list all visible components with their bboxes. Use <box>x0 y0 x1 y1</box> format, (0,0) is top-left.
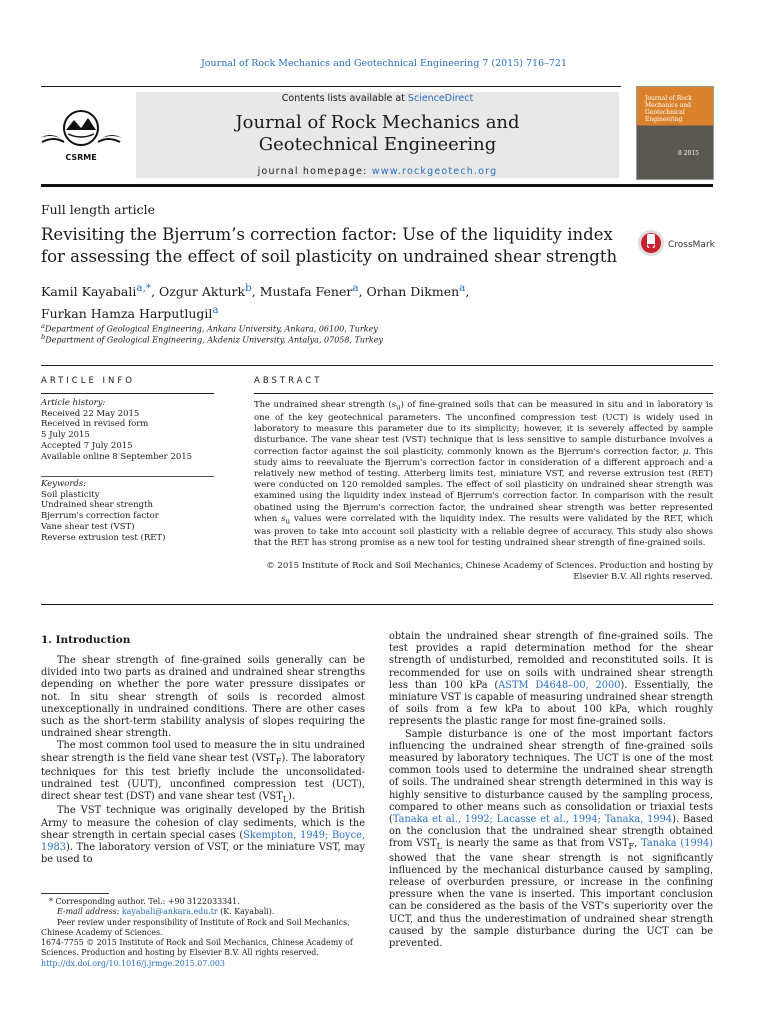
author[interactable]: Furkan Hamza Harputlugil$^a$ <box>41 304 219 322</box>
affiliation: $^b$Department of Geological Engineering, Akdeniz University, Antalya, 07058, Turkey <box>41 333 383 345</box>
title-line-1: Revisiting the Bjerrum’s correction factor: Use of the liquidity index <box>41 225 613 244</box>
abstract-text: The undrained shear strength $(s_u)$ of fine-grained soils that can be measured in situ and in laboratory is one of the key geotechnical parameters. The unconfined compression test (UCT) is widely used in laboratory to measure this parameter due to its simplicity; however, it is severely affected by sample disturbance. The vane shear test (VST) technique that is less sensitive to sample disturbance involves a correction factor against the soil plasticity, commonly known as the Bjerrum's correction factor, μ. This study aims to reevaluate the Bjerrum's correction factor in consideration of a different approach and a relatively new method of testing. Atterberg limits test, miniature VST, and reverse extrusion test (RET) were conducted on 120 remolded samples. The effect of soil plasticity on undrained shear strength was examined using the liquidity index instead of Bjerrum's correction factor. In comparison with the result obatined using the Bjerrum's correction factor, the undrained shear strength was better represented when $s_u$ values were correlated with the liquidity index. The results were validated by the RET, which was proven to take into account soil plasticity with a reliable degree of accuracy. This study also shows that the RET has strong promise as a new tool for testing undrained shear strength of fine-grained soils. <box>254 400 713 548</box>
journal-title-line-2: Geotechnical Engineering <box>258 134 497 155</box>
journal-title-line-1: Journal of Rock Mechanics and <box>235 112 520 133</box>
logo-text: CSRME <box>65 153 97 162</box>
journal-homepage <box>136 166 619 177</box>
title-line-2: for assessing the effect of soil plasticity on undrained shear strength <box>41 247 618 266</box>
article-info-heading: ARTICLE INFO <box>41 376 135 386</box>
history-item: Accepted 7 July 2015 <box>41 440 133 451</box>
cover-number: 8 2015 <box>678 150 699 157</box>
paragraph: The VST technique was originally developed by the British Army to measure the cohesion of clay sediments, which is the shear strength in certain special cases (Skempton, 1949; Boyce, 1983). The laboratory version of VST, or the miniature VST, may be used to <box>41 805 365 866</box>
crossmark-label: CrossMark <box>668 240 715 250</box>
peer-review-note: Peer review under responsibility of Institute of Rock and Soil Mechanics, Chinese Academy of Sciences. <box>41 917 350 937</box>
issn-copyright: 1674-7755 © 2015 Institute of Rock and Soil Mechanics, Chinese Academy of Sciences. Production and hosting by Elsevier B.V. All rights reserved. <box>41 938 353 958</box>
history-item: 5 July 2015 <box>41 430 90 441</box>
footnotes <box>41 897 365 969</box>
csrme-logo <box>36 108 126 164</box>
author[interactable]: Kamil Kayabali$^{a,*}$ <box>41 282 152 300</box>
divider <box>41 393 214 394</box>
divider <box>41 604 713 605</box>
corresponding-author: * Corresponding author. Tel.: +90 3122033341. <box>49 897 240 906</box>
homepage-link[interactable]: www.rockgeotech.org <box>371 166 498 177</box>
keywords <box>41 479 216 543</box>
affiliation: $^a$Department of Geological Engineering, Ankara University, Ankara, 06100, Turkey <box>41 322 378 334</box>
section-heading-introduction: 1. Introduction <box>41 634 131 646</box>
divider <box>41 184 713 187</box>
author[interactable]: Mustafa Fener$^a$ <box>259 282 359 300</box>
divider <box>41 365 713 366</box>
citation-link[interactable]: Tanaka (1994) <box>641 838 713 850</box>
paragraph: obtain the undrained shear strength of fine-grained soils. The test provides a rapid determination method for the shear strength of undisturbed, remolded and reconstituted soils. It is recommended for use on soils with undrained shear strength less than 100 kPa (ASTM D4648–00, 2000). Essentially, the miniature VST is capable of measuring undrained shear strength of soils from a few kPa to about 100 kPa, which roughly represents the plastic range for most fine-grained soils. <box>389 631 713 728</box>
paragraph: Sample disturbance is one of the most important factors influencing the undrained shear strength of fine-grained soils measured by laboratory techniques. The UCT is one of the most common tools used to determine the undrained shear strength of soils. The undrained shear strength determined in this way is highly sensitive to disturbance caused by the sampling process, compared to other means such as consolidation or triaxial tests (Tanaka et al., 1992; Lacasse et al., 1994; Tanaka, 1994). Based on the conclusion that the undrained shear strength obtained from $VST_L$ is nearly the same as that from $VST_F$, Tanaka (1994) showed that the vane shear strength is not significantly influenced by the mechanical disturbance caused by sampling, release of overburden pressure, or increase in the confining pressure when the vane is inserted. This important conclusion can be considered as the basis of the VST's superiority over the UCT, and thus the underestimation of undrained shear strength caused by the sample disturbance during the UCT can be prevented. <box>389 728 714 950</box>
abstract-copyright: © 2015 Institute of Rock and Soil Mechanics, Chinese Academy of Sciences. Production and hosting by Elsevier B.V. All rights reserved. <box>266 561 713 583</box>
crossmark-button[interactable] <box>637 228 727 258</box>
divider <box>41 86 621 87</box>
keyword: Soil plasticity <box>41 489 100 500</box>
keyword: Reverse extrusion test (RET) <box>41 532 166 543</box>
article-history <box>41 398 216 462</box>
history-item: Received 22 May 2015 <box>41 408 140 419</box>
journal-title <box>136 112 619 156</box>
journal-citation-link[interactable]: Journal of Rock Mechanics and Geotechnical Engineering 7 (2015) 716–721 <box>201 58 567 69</box>
keyword: Bjerrum's correction factor <box>41 511 159 522</box>
citation-link[interactable]: Tanaka et al., 1992; Lacasse et al., 1994; Tanaka, 1994 <box>392 814 673 826</box>
sciencedirect-link[interactable]: ScienceDirect <box>407 93 474 104</box>
citation-link[interactable]: Skempton, 1949; Boyce, 1983 <box>41 829 365 853</box>
keywords-heading: Keywords: <box>41 479 87 489</box>
body-column-left <box>41 655 365 866</box>
keyword: Vane shear test (VST) <box>41 521 135 532</box>
author[interactable]: Orhan Dikmen$^a$ <box>366 282 466 300</box>
email-line: E-mail address: kayabali@ankara.edu.tr (K. Kayabali). <box>57 907 275 917</box>
paragraph: The shear strength of fine-grained soils generally can be divided into two parts as drained and undrained shear strengths depending on whether the pore water pressure dissipates or not. In situ shear strength of soils is recorded almost unexceptionally in undrained conditions. There are other cases such as the short-term stability analysis of slopes requiring the undrained shear strength. <box>41 655 365 740</box>
divider <box>41 476 214 477</box>
history-item: Available online 8 September 2015 <box>41 451 193 462</box>
history-item: Received in revised form <box>41 419 149 430</box>
cover-title: Journal of Rock Mechanics and Geotechnical Engineering <box>645 95 692 123</box>
contents-available <box>136 93 619 104</box>
footnote-divider <box>41 893 109 894</box>
body-column-right <box>389 631 713 950</box>
article-title <box>41 224 631 268</box>
author-list: Kamil Kayabali$^{a,*}$, Ozgur Akturk$^b$, Mustafa Fener$^a$, Orhan Dikmen$^a$, Furkan Hamza Harputlugil$^a$ <box>41 282 470 322</box>
author[interactable]: Ozgur Akturk$^b$ <box>159 282 252 300</box>
doi-link[interactable]: http://dx.doi.org/10.1016/j.jrmge.2015.07.003 <box>41 958 225 968</box>
homepage-prefix: journal homepage: <box>257 166 372 177</box>
paragraph: The most common tool used to measure the in situ undrained shear strength is the field vane shear test $(VST_F)$. The laboratory techniques for this test briefly include the unconsolidated-undrained test (UUT), unconfined compression test (UCT), direct shear test (DST) and vane shear test $(VST_L)$. <box>41 740 365 805</box>
email-link[interactable]: kayabali@ankara.edu.tr <box>121 907 218 917</box>
history-heading: Article history: <box>41 398 106 408</box>
keyword: Undrained shear strength <box>41 500 153 511</box>
article-type: Full length article <box>41 202 156 217</box>
citation-link[interactable]: ASTM D4648–00, 2000 <box>498 679 621 691</box>
abstract-heading: ABSTRACT <box>254 376 323 386</box>
contents-prefix: Contents lists available at <box>281 93 408 104</box>
divider <box>254 393 713 394</box>
